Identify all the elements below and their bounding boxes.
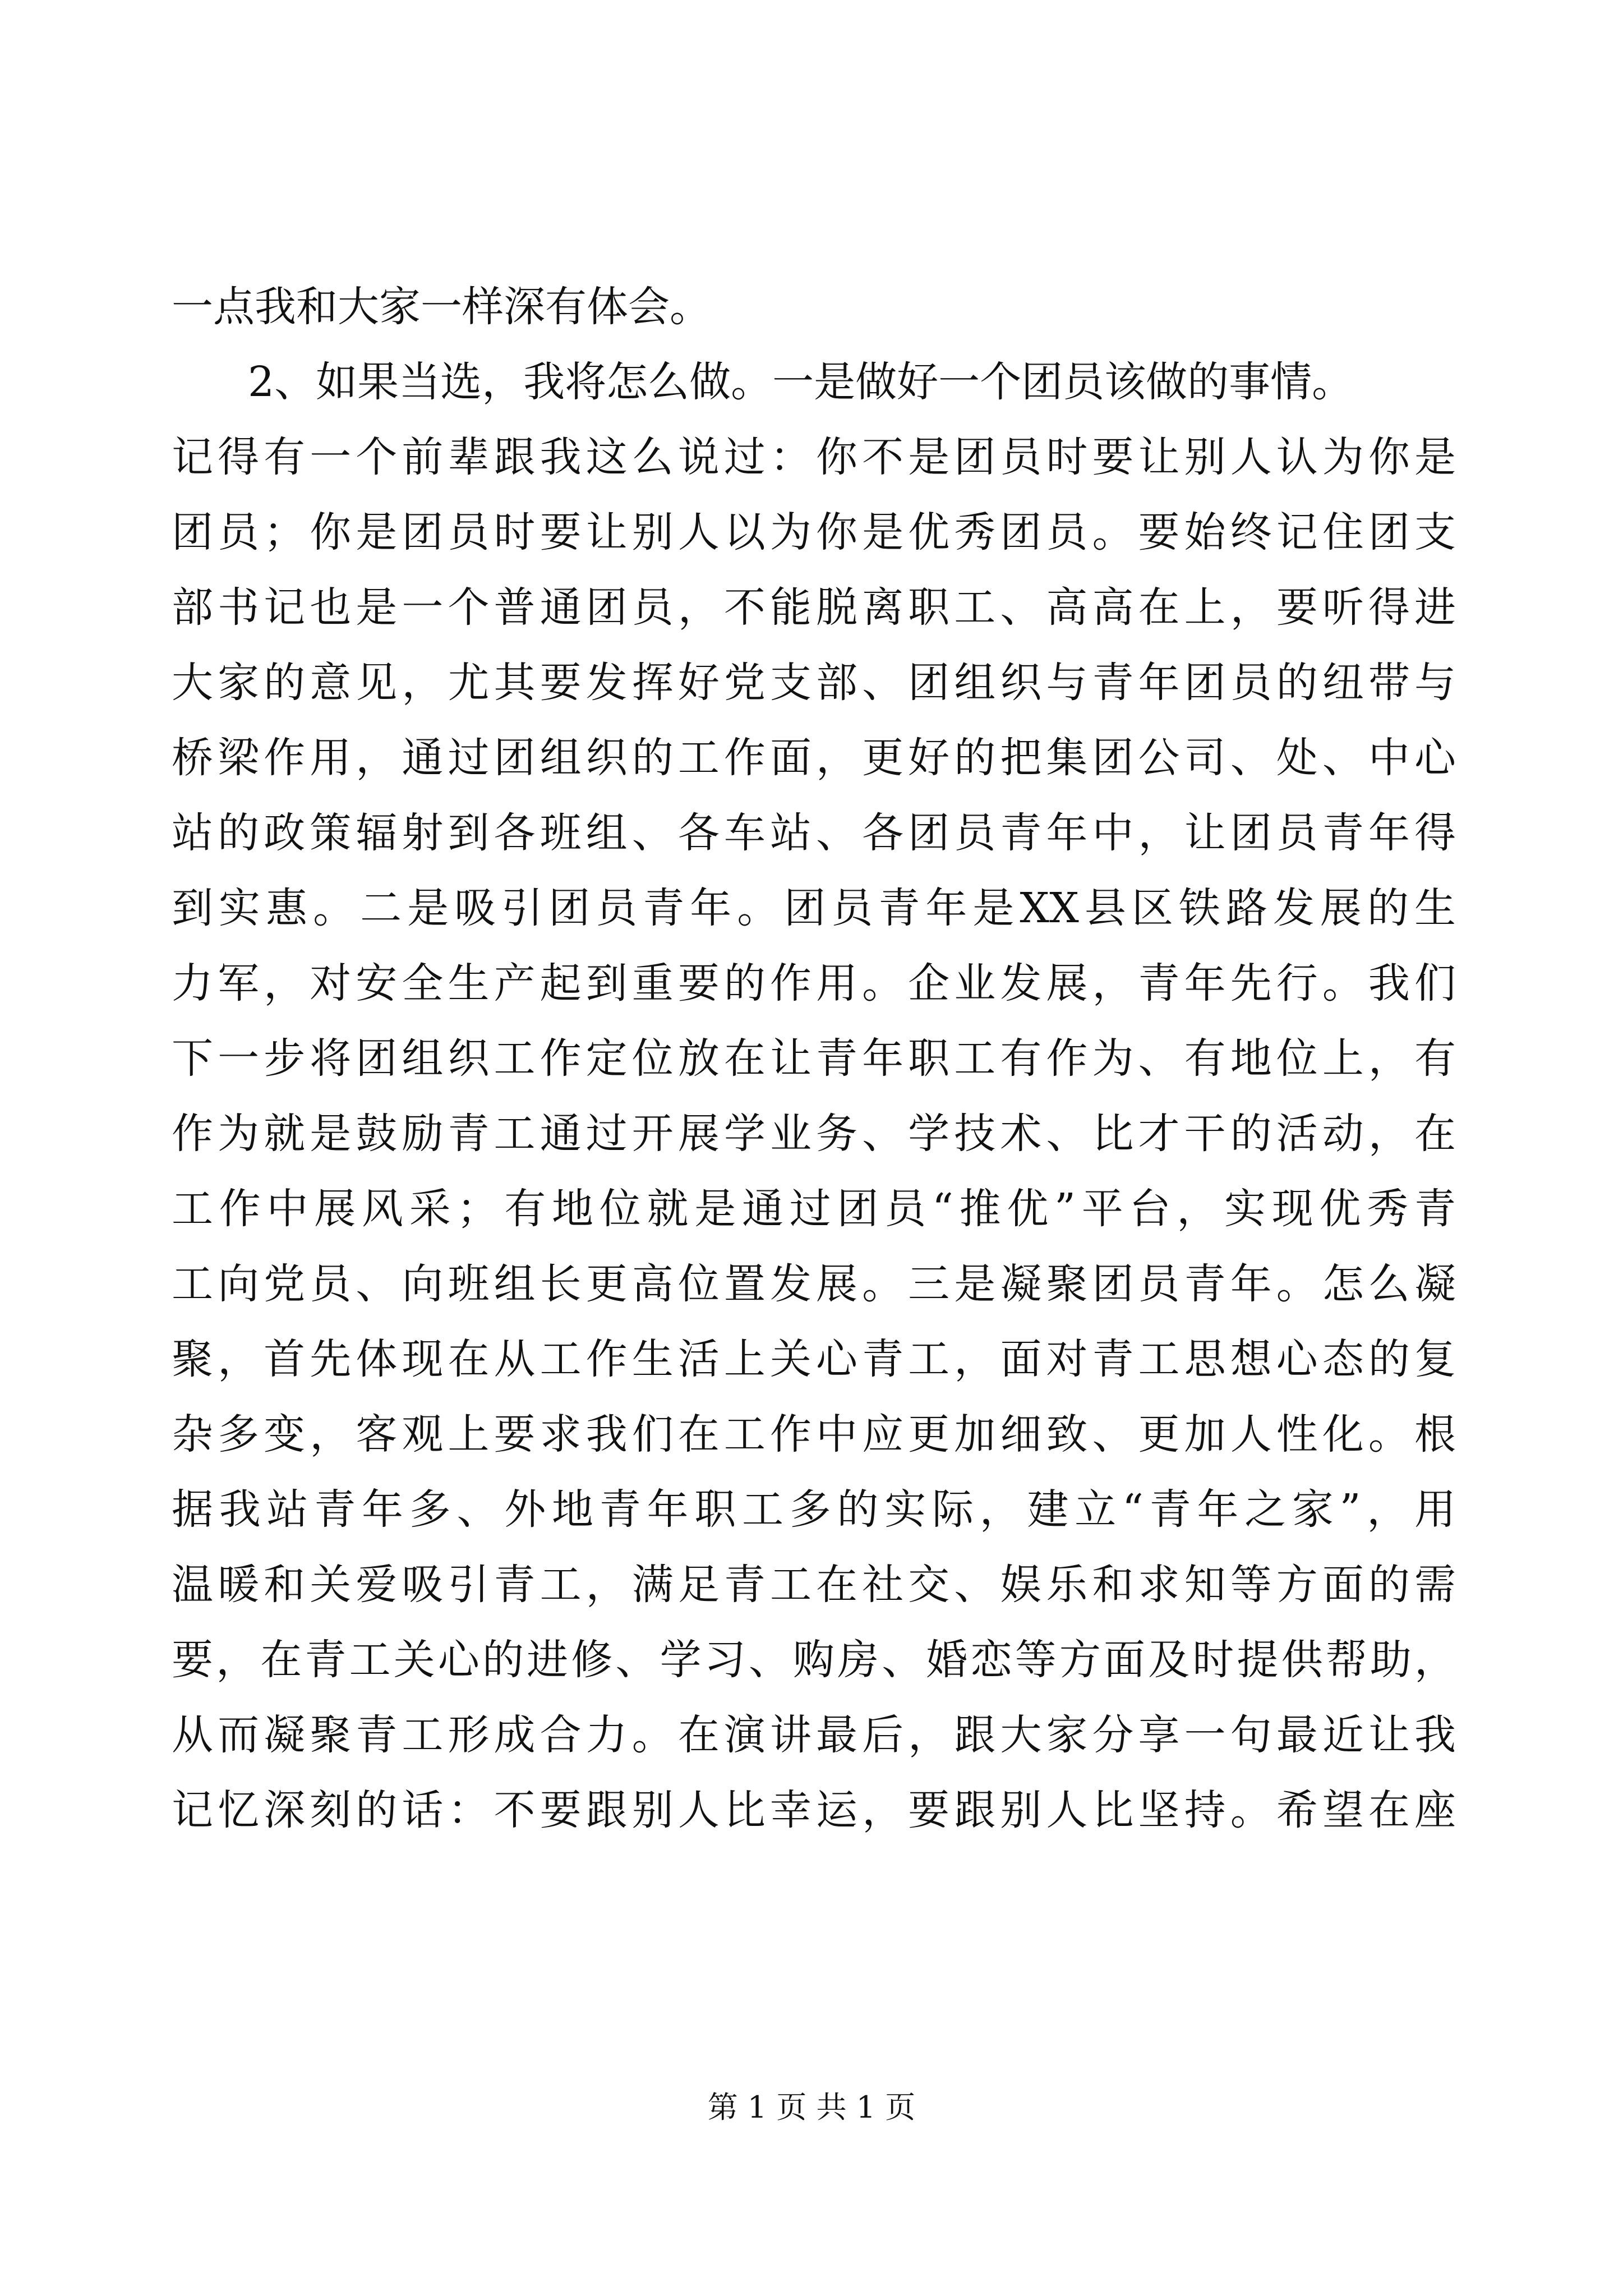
page-footer: 第 1 页 共 1 页 [707,2090,916,2125]
text-line: 部书记也是一个普通团员，不能脱离职工、高高在上，要听得进 [172,583,1456,632]
text-line: 大家的意见，尤其要发挥好党支部、团组织与青年团员的纽带与 [172,659,1456,707]
text-line: 聚，首先体现在从工作生活上关心青工，面对青工思想心态的复 [172,1335,1456,1383]
text-line: 2、如果当选，我将怎么做。一是做好一个团员该做的事情。 [248,358,1354,406]
text-line: 记得有一个前辈跟我这么说过：你不是团员时要让别人认为你是 [172,433,1456,481]
text-line: 工向党员、向班组长更高位置发展。三是凝聚团员青年。怎么凝 [172,1260,1456,1308]
text-line: 从而凝聚青工形成合力。在演讲最后，跟大家分享一句最近让我 [172,1711,1456,1759]
text-line: 团员；你是团员时要让别人以为你是优秀团员。要始终记住团支 [172,508,1456,556]
body-text [172,269,1456,1848]
text-line: 站的政策辐射到各班组、各车站、各团员青年中，让团员青年得 [172,809,1456,857]
text-line: 下一步将团组织工作定位放在让青年职工有作为、有地位上，有 [172,1034,1456,1083]
text-line: 一点我和大家一样深有体会。 [172,283,711,331]
text-line: 记忆深刻的话：不要跟别人比幸运，要跟别人比坚持。希望在座 [172,1786,1456,1834]
text-line: 桥梁作用，通过团组织的工作面，更好的把集团公司、处、中心 [172,734,1456,782]
text-line: 作为就是鼓励青工通过开展学业务、学技术、比才干的活动，在 [172,1110,1456,1158]
text-line: 温暖和关爱吸引青工，满足青工在社交、娱乐和求知等方面的需 [172,1561,1456,1609]
text-line: 力军，对安全生产起到重要的作用。企业发展，青年先行。我们 [172,959,1456,1007]
text-line: 据我站青年多、外地青年职工多的实际，建立“青年之家”，用 [172,1485,1456,1534]
text-line: 工作中展风采；有地位就是通过团员“推优”平台，实现优秀青 [172,1185,1456,1233]
text-line: 杂多变，客观上要求我们在工作中应更加细致、更加人性化。根 [172,1410,1456,1458]
text-line: 到实惠。二是吸引团员青年。团员青年是XX县区铁路发展的生 [172,884,1456,932]
text-line: 要，在青工关心的进修、学习、购房、婚恋等方面及时提供帮助， [172,1636,1456,1684]
